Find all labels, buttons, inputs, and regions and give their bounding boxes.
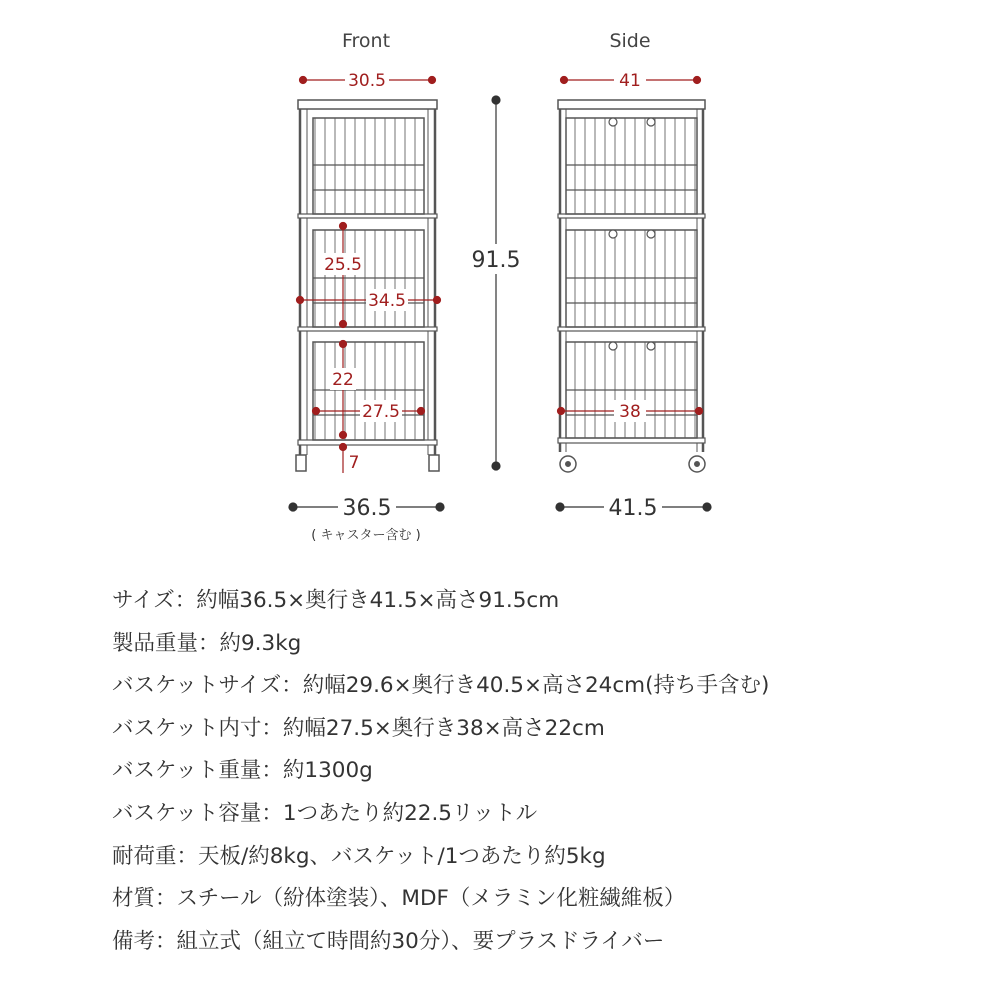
- front-top-width-label: 30.5: [348, 71, 386, 91]
- spec-material: 材質：スチール（紛体塗装）、MDF（メラミン化粧繊維板）: [112, 886, 686, 912]
- inner-height-label: 22: [332, 370, 354, 390]
- spec-basket-inner-size: バスケット内寸：約幅27.5×奥行き38×高さ22cm: [112, 715, 605, 741]
- side-inner-depth-label: 38: [619, 402, 641, 422]
- spec-weight: 製品重量：約9.3kg: [112, 630, 302, 656]
- basket-height-label: 25.5: [324, 255, 362, 275]
- front-view-title: Front: [341, 30, 391, 52]
- spec-basket-capacity: バスケット容量：1つあたり約22.5リットル: [112, 800, 538, 826]
- inner-basket-width-label: 27.5: [362, 402, 400, 422]
- spec-load-capacity: 耐荷重：天板/約8kg、バスケット/1つあたり約5kg: [112, 843, 606, 869]
- side-view-title: Side: [609, 30, 651, 52]
- side-top-depth-label: 41: [619, 71, 641, 91]
- caster-height-label: 7: [348, 453, 360, 473]
- caster-included-note: ( キャスター含む ): [311, 528, 421, 543]
- spec-size: サイズ：約幅36.5×奥行き41.5×高さ91.5cm: [112, 588, 560, 613]
- spec-notes: 備考：組立式（組立て時間約30分）、要プラスドライバー: [112, 928, 665, 954]
- spec-basket-weight: バスケット重量：約1300g: [112, 758, 373, 784]
- side-total-depth-label: 41.5: [608, 496, 658, 521]
- inner-width-label: 34.5: [368, 291, 406, 311]
- total-height-line: [492, 96, 500, 470]
- total-height-label: 91.5: [471, 248, 521, 273]
- spec-list: [112, 580, 982, 963]
- spec-basket-size: バスケットサイズ：約幅29.6×奥行き40.5×高さ24cm(持ち手含む): [112, 673, 770, 699]
- front-total-width-label: 36.5: [342, 496, 392, 521]
